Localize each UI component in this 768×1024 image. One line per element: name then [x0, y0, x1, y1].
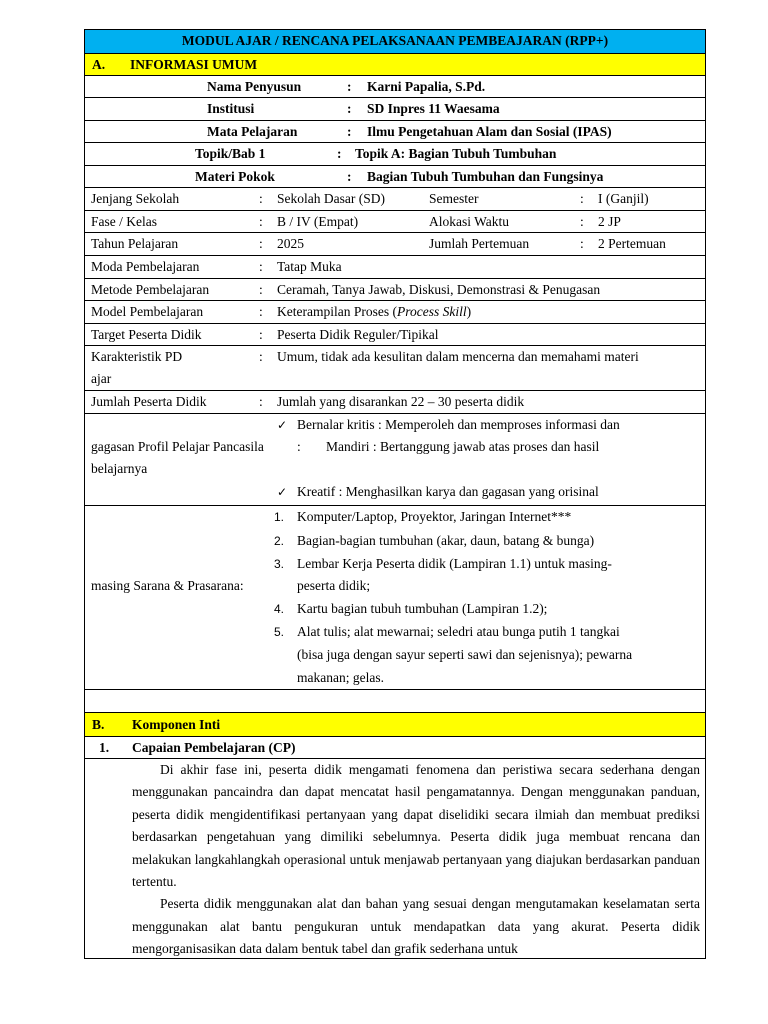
cp-paragraph: Di akhir fase ini, peserta didik mengamati fenomena dan peristiwa secara sederhana dengan menggunakan pancaindra dan dapat mencatat hasil pengamatannya. Dengan menggunakan panduan, peserta didik mengidentifikasi pertanyaan yang dapat diselidiki secara ilmiah dan membuat prediksi berdasarkan pengetahuan yang dimiliki sebelumnya. Peserta didik juga membuat rencana dan melakukan langkahlangkah operasional untuk menjawab pertanyaan yang diajukan berdasarkan panduan tertentu.	[132, 762, 700, 890]
identity-colon: :	[347, 101, 352, 116]
detail-colon: :	[259, 259, 263, 274]
detail-label: Target Peserta Didik	[91, 327, 202, 342]
identity-label: Materi Pokok	[195, 169, 275, 184]
check-icon: ✓	[277, 485, 288, 499]
info-label: Alokasi Waktu	[429, 214, 510, 229]
detail-row	[85, 324, 705, 346]
detail-value: Umum, tidak ada kesulitan dalam mencerna dan memahami materi	[277, 349, 639, 364]
profil-label: gagasan Profil Pelajar Pancasila	[91, 439, 264, 454]
detail-label: Jumlah Peserta Didik	[91, 394, 207, 409]
detail-value: Jumlah yang disarankan 22 – 30 peserta didik	[277, 394, 525, 409]
profil-item: Mandiri : Bertanggung jawab atas proses dan hasil	[326, 439, 600, 454]
cp-body	[132, 759, 700, 961]
identity-colon: :	[347, 169, 352, 184]
detail-value: Ceramah, Tanya Jawab, Diskusi, Demonstrasi & Penugasan	[277, 282, 601, 297]
detail-label: Model Pembelajaran	[91, 304, 204, 319]
detail-row	[85, 279, 705, 301]
detail-value: Keterampilan Proses (Process Skill)	[277, 304, 472, 319]
info-value: 2 JP	[598, 214, 621, 229]
info-grid-row	[85, 188, 705, 211]
section-a-letter: A.	[92, 57, 106, 72]
info-label: Tahun Pelajaran	[91, 236, 179, 251]
cp-header-row	[85, 737, 705, 759]
info-colon: :	[259, 236, 263, 251]
identity-value: Topik A: Bagian Tubuh Tumbuhan	[355, 146, 557, 161]
list-number: 4.	[274, 602, 285, 616]
sarana-item-cont: makanan; gelas.	[297, 670, 384, 685]
section-a-title: INFORMASI UMUM	[130, 57, 258, 72]
detail-value: Peserta Didik Reguler/Tipikal	[277, 327, 439, 342]
identity-label: Mata Pelajaran	[207, 124, 298, 139]
detail-colon: :	[259, 394, 263, 409]
info-colon: :	[580, 191, 584, 206]
identity-row	[85, 166, 705, 188]
info-colon: :	[259, 214, 263, 229]
identity-label: Topik/Bab 1	[195, 146, 266, 161]
detail-row	[85, 256, 705, 279]
identity-colon: :	[347, 79, 352, 94]
info-value: 2 Pertemuan	[598, 236, 666, 251]
info-label: Jumlah Pertemuan	[429, 236, 530, 251]
info-label: Jenjang Sekolah	[91, 191, 180, 206]
detail-colon: :	[259, 304, 263, 319]
sarana-item-cont: peserta didik;	[297, 578, 371, 593]
sarana-row	[85, 506, 705, 690]
list-number: 1.	[274, 510, 285, 524]
sarana-item: Alat tulis; alat mewarnai; seledri atau bunga putih 1 tangkai	[297, 624, 620, 639]
identity-value: Ilmu Pengetahuan Alam dan Sosial (IPAS)	[367, 124, 612, 139]
sarana-item: Lembar Kerja Peserta didik (Lampiran 1.1) untuk masing-	[297, 556, 612, 571]
detail-colon: :	[259, 349, 263, 364]
info-label: Fase / Kelas	[91, 214, 157, 229]
profil-item: Kreatif : Menghasilkan karya dan gagasan yang orisinal	[297, 484, 599, 499]
document-title-row	[85, 30, 705, 54]
info-value: Sekolah Dasar (SD)	[277, 191, 385, 206]
section-b-title: Komponen Inti	[132, 717, 221, 732]
detail-label: Karakteristik PD	[91, 349, 183, 364]
check-icon: ✓	[277, 418, 288, 432]
blank-row	[85, 690, 705, 713]
profil-item: Bernalar kritis : Memperoleh dan memproses informasi dan	[297, 417, 620, 432]
identity-row	[85, 121, 705, 143]
identity-label: Institusi	[207, 101, 255, 116]
list-number: 2.	[274, 534, 285, 548]
detail-colon: :	[259, 282, 263, 297]
lesson-plan-document	[84, 29, 706, 959]
detail-row	[85, 301, 705, 324]
detail-colon: :	[259, 327, 263, 342]
profil-row	[85, 414, 705, 506]
sarana-item: Bagian-bagian tumbuhan (akar, daun, batang & bunga)	[297, 533, 595, 548]
info-value: I (Ganjil)	[598, 191, 649, 206]
detail-value: Tatap Muka	[277, 259, 342, 274]
profil-colon: :	[297, 439, 301, 454]
identity-row	[85, 98, 705, 121]
identity-colon: :	[337, 146, 342, 161]
cp-title: Capaian Pembelajaran (CP)	[132, 740, 296, 755]
section-a-header	[85, 54, 705, 76]
list-number: 3.	[274, 557, 285, 571]
list-number: 5.	[274, 625, 285, 639]
detail-label-cont: ajar	[91, 371, 112, 386]
identity-row	[85, 143, 705, 166]
identity-value: Karni Papalia, S.Pd.	[367, 79, 486, 94]
info-colon: :	[580, 214, 584, 229]
info-colon: :	[259, 191, 263, 206]
identity-label: Nama Penyusun	[207, 79, 302, 94]
sarana-item: Kartu bagian tubuh tumbuhan (Lampiran 1.2);	[297, 601, 548, 616]
sarana-item-cont: (bisa juga dengan sayur seperti sawi dan sejenisnya); pewarna	[297, 647, 633, 662]
info-value: B / IV (Empat)	[277, 214, 359, 229]
document-title: MODUL AJAR / RENCANA PELAKSANAAN PEMBEAJARAN (RPP+)	[181, 33, 609, 48]
cp-number: 1.	[99, 740, 110, 755]
identity-colon: :	[347, 124, 352, 139]
info-colon: :	[580, 236, 584, 251]
detail-row	[85, 346, 705, 391]
sarana-item: Komputer/Laptop, Proyektor, Jaringan Internet***	[297, 509, 572, 524]
detail-label: Metode Pembelajaran	[91, 282, 210, 297]
identity-value: SD Inpres 11 Waesama	[367, 101, 500, 116]
detail-row	[85, 391, 705, 414]
info-grid-row	[85, 211, 705, 233]
section-b-letter: B.	[92, 717, 105, 732]
cp-paragraph: Peserta didik menggunakan alat dan bahan yang sesuai dengan mengutamakan keselamatan serta menggunakan alat bantu pengukuran untuk mendapatkan data yang akurat. Peserta didik mengorganisasikan data dalam bentuk tabel dan grafik sederhana untuk	[132, 896, 700, 957]
sarana-label: masing Sarana & Prasarana:	[91, 578, 244, 593]
profil-label-cont: belajarnya	[91, 461, 148, 476]
identity-row	[85, 76, 705, 98]
identity-value: Bagian Tubuh Tumbuhan dan Fungsinya	[367, 169, 604, 184]
info-value: 2025	[277, 236, 304, 251]
detail-label: Moda Pembelajaran	[91, 259, 200, 274]
info-label: Semester	[429, 191, 479, 206]
section-b-header	[85, 713, 705, 737]
info-grid-row	[85, 233, 705, 256]
